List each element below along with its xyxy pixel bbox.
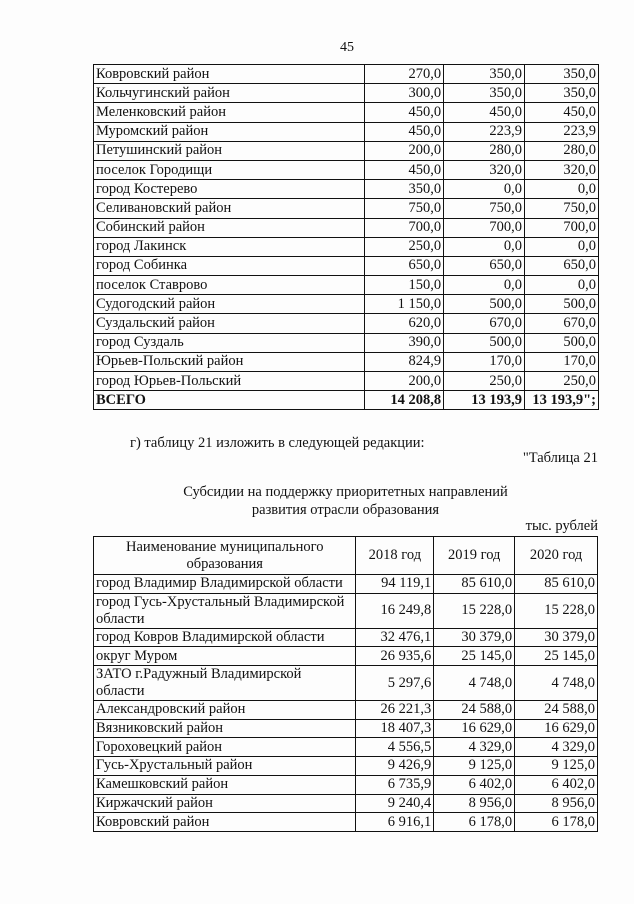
table-label: "Таблица 21 — [522, 450, 598, 466]
municipality-cell: Ковровский район — [94, 813, 356, 832]
table-row — [94, 719, 598, 738]
value-cell: 14 208,8 — [365, 391, 444, 410]
table-row — [94, 84, 599, 103]
value-cell: 6 178,0 — [515, 813, 598, 832]
value-cell: 500,0 — [444, 333, 525, 352]
value-cell: 320,0 — [444, 160, 525, 179]
table-row — [94, 628, 598, 647]
value-cell: 750,0 — [444, 199, 525, 218]
municipality-cell: Суздальский район — [94, 314, 365, 333]
municipality-cell: город Ковров Владимирской области — [94, 628, 356, 647]
value-cell: 6 916,1 — [356, 813, 434, 832]
value-cell: 18 407,3 — [356, 719, 434, 738]
value-cell: 8 956,0 — [434, 794, 515, 813]
municipality-cell: Гороховецкий район — [94, 738, 356, 757]
municipality-cell: округ Муром — [94, 647, 356, 666]
value-cell: 0,0 — [444, 276, 525, 295]
municipality-cell: Петушинский район — [94, 141, 365, 160]
value-cell: 30 379,0 — [434, 628, 515, 647]
value-cell: 223,9 — [525, 122, 599, 141]
value-cell: 1 150,0 — [365, 295, 444, 314]
value-cell: 4 329,0 — [434, 738, 515, 757]
value-cell: 250,0 — [365, 237, 444, 256]
value-cell: 700,0 — [525, 218, 599, 237]
table-row — [94, 295, 599, 314]
municipality-cell: Вязниковский район — [94, 719, 356, 738]
value-cell: 170,0 — [444, 352, 525, 371]
value-cell: 150,0 — [365, 276, 444, 295]
value-cell: 750,0 — [365, 199, 444, 218]
value-cell: 6 735,9 — [356, 775, 434, 794]
header-municipality: Наименование муниципального образования — [94, 537, 356, 575]
value-cell: 450,0 — [525, 103, 599, 122]
value-cell: 450,0 — [365, 122, 444, 141]
value-cell: 15 228,0 — [515, 593, 598, 628]
value-cell: 390,0 — [365, 333, 444, 352]
value-cell: 500,0 — [525, 333, 599, 352]
table-row — [94, 738, 598, 757]
table-row — [94, 757, 598, 776]
table-row — [94, 813, 598, 832]
value-cell: 670,0 — [525, 314, 599, 333]
table-row — [94, 333, 599, 352]
value-cell: 0,0 — [525, 276, 599, 295]
title-line-2: развития отрасли образования — [251, 502, 440, 518]
value-cell: 9 125,0 — [515, 757, 598, 776]
table-row — [94, 666, 598, 701]
value-cell: 4 329,0 — [515, 738, 598, 757]
value-cell: 30 379,0 — [515, 628, 598, 647]
table-row — [94, 372, 599, 391]
municipality-cell: поселок Ставрово — [94, 276, 365, 295]
value-cell: 280,0 — [444, 141, 525, 160]
value-cell: 0,0 — [525, 237, 599, 256]
value-cell: 350,0 — [525, 65, 599, 84]
value-cell: 700,0 — [444, 218, 525, 237]
table-row — [94, 237, 599, 256]
header-2019: 2019 год — [434, 537, 515, 575]
table-row — [94, 160, 599, 179]
table-row — [94, 199, 599, 218]
title-line-1: Субсидии на поддержку приоритетных направлений — [183, 484, 508, 500]
value-cell: 250,0 — [444, 372, 525, 391]
table-row — [94, 575, 598, 594]
value-cell: 32 476,1 — [356, 628, 434, 647]
value-cell: 85 610,0 — [434, 575, 515, 594]
value-cell: 4 556,5 — [356, 738, 434, 757]
value-cell: 650,0 — [525, 256, 599, 275]
total-row — [94, 391, 599, 410]
table-row — [94, 122, 599, 141]
municipality-cell: Камешковский район — [94, 775, 356, 794]
value-cell: 270,0 — [365, 65, 444, 84]
value-cell: 450,0 — [444, 103, 525, 122]
value-cell: 9 426,9 — [356, 757, 434, 776]
value-cell: 16 629,0 — [434, 719, 515, 738]
table-row — [94, 352, 599, 371]
value-cell: 500,0 — [444, 295, 525, 314]
municipality-cell: город Гусь-Хрустальный Владимирской области — [94, 593, 356, 628]
value-cell: 824,9 — [365, 352, 444, 371]
value-cell: 24 588,0 — [515, 701, 598, 720]
value-cell: 700,0 — [365, 218, 444, 237]
value-cell: 16 629,0 — [515, 719, 598, 738]
value-cell: 170,0 — [525, 352, 599, 371]
table-row — [94, 103, 599, 122]
municipality-cell: Александровский район — [94, 701, 356, 720]
municipality-cell: Гусь-Хрустальный район — [94, 757, 356, 776]
value-cell: 320,0 — [525, 160, 599, 179]
subsidy-table-continued — [93, 64, 599, 410]
header-2018: 2018 год — [356, 537, 434, 575]
municipality-cell: город Собинка — [94, 256, 365, 275]
education-subsidy-table — [93, 536, 598, 832]
value-cell: 450,0 — [365, 103, 444, 122]
header-2020: 2020 год — [515, 537, 598, 575]
value-cell: 650,0 — [444, 256, 525, 275]
value-cell: 13 193,9"; — [525, 391, 599, 410]
value-cell: 0,0 — [444, 237, 525, 256]
value-cell: 350,0 — [444, 65, 525, 84]
value-cell: 750,0 — [525, 199, 599, 218]
value-cell: 350,0 — [365, 180, 444, 199]
value-cell: 350,0 — [444, 84, 525, 103]
value-cell: 200,0 — [365, 141, 444, 160]
municipality-cell: Меленковский район — [94, 103, 365, 122]
value-cell: 8 956,0 — [515, 794, 598, 813]
municipality-cell: Муромский район — [94, 122, 365, 141]
value-cell: 200,0 — [365, 372, 444, 391]
value-cell: 6 402,0 — [434, 775, 515, 794]
table-row — [94, 65, 599, 84]
value-cell: 15 228,0 — [434, 593, 515, 628]
value-cell: 85 610,0 — [515, 575, 598, 594]
municipality-cell: Селивановский район — [94, 199, 365, 218]
municipality-cell: город Суздаль — [94, 333, 365, 352]
value-cell: 6 178,0 — [434, 813, 515, 832]
municipality-cell: Кольчугинский район — [94, 84, 365, 103]
municipality-cell: Киржачский район — [94, 794, 356, 813]
value-cell: 650,0 — [365, 256, 444, 275]
value-cell: 4 748,0 — [515, 666, 598, 701]
value-cell: 223,9 — [444, 122, 525, 141]
value-cell: 4 748,0 — [434, 666, 515, 701]
table-row — [94, 314, 599, 333]
value-cell: 25 145,0 — [434, 647, 515, 666]
municipality-cell: город Юрьев-Польский — [94, 372, 365, 391]
municipality-cell: Юрьев-Польский район — [94, 352, 365, 371]
units-label: тыс. рублей — [525, 518, 598, 534]
value-cell: 13 193,9 — [444, 391, 525, 410]
municipality-cell: поселок Городищи — [94, 160, 365, 179]
value-cell: 620,0 — [365, 314, 444, 333]
municipality-cell: ЗАТО г.Радужный Владимирской области — [94, 666, 356, 701]
table-row — [94, 276, 599, 295]
value-cell: 350,0 — [525, 84, 599, 103]
table-row — [94, 701, 598, 720]
value-cell: 670,0 — [444, 314, 525, 333]
value-cell: 450,0 — [365, 160, 444, 179]
municipality-cell: город Лакинск — [94, 237, 365, 256]
table-row — [94, 141, 599, 160]
municipality-cell: Собинский район — [94, 218, 365, 237]
value-cell: 500,0 — [525, 295, 599, 314]
value-cell: 280,0 — [525, 141, 599, 160]
value-cell: 0,0 — [525, 180, 599, 199]
table-row — [94, 794, 598, 813]
value-cell: 94 119,1 — [356, 575, 434, 594]
value-cell: 6 402,0 — [515, 775, 598, 794]
table-row — [94, 256, 599, 275]
value-cell: 26 221,3 — [356, 701, 434, 720]
value-cell: 300,0 — [365, 84, 444, 103]
value-cell: 24 588,0 — [434, 701, 515, 720]
table-row — [94, 647, 598, 666]
value-cell: 26 935,6 — [356, 647, 434, 666]
municipality-cell: ВСЕГО — [94, 391, 365, 410]
table-row — [94, 593, 598, 628]
value-cell: 250,0 — [525, 372, 599, 391]
value-cell: 9 125,0 — [434, 757, 515, 776]
municipality-cell: город Костерево — [94, 180, 365, 199]
value-cell: 0,0 — [444, 180, 525, 199]
table-title — [93, 483, 598, 519]
value-cell: 9 240,4 — [356, 794, 434, 813]
municipality-cell: Ковровский район — [94, 65, 365, 84]
page-number: 45 — [340, 40, 354, 55]
municipality-cell: Судогодский район — [94, 295, 365, 314]
value-cell: 25 145,0 — [515, 647, 598, 666]
value-cell: 5 297,6 — [356, 666, 434, 701]
table-row — [94, 218, 599, 237]
value-cell: 16 249,8 — [356, 593, 434, 628]
header-row — [94, 537, 598, 575]
table-row — [94, 775, 598, 794]
municipality-cell: город Владимир Владимирской области — [94, 575, 356, 594]
table-row — [94, 180, 599, 199]
instruction-text: г) таблицу 21 изложить в следующей редакции: — [130, 435, 425, 451]
